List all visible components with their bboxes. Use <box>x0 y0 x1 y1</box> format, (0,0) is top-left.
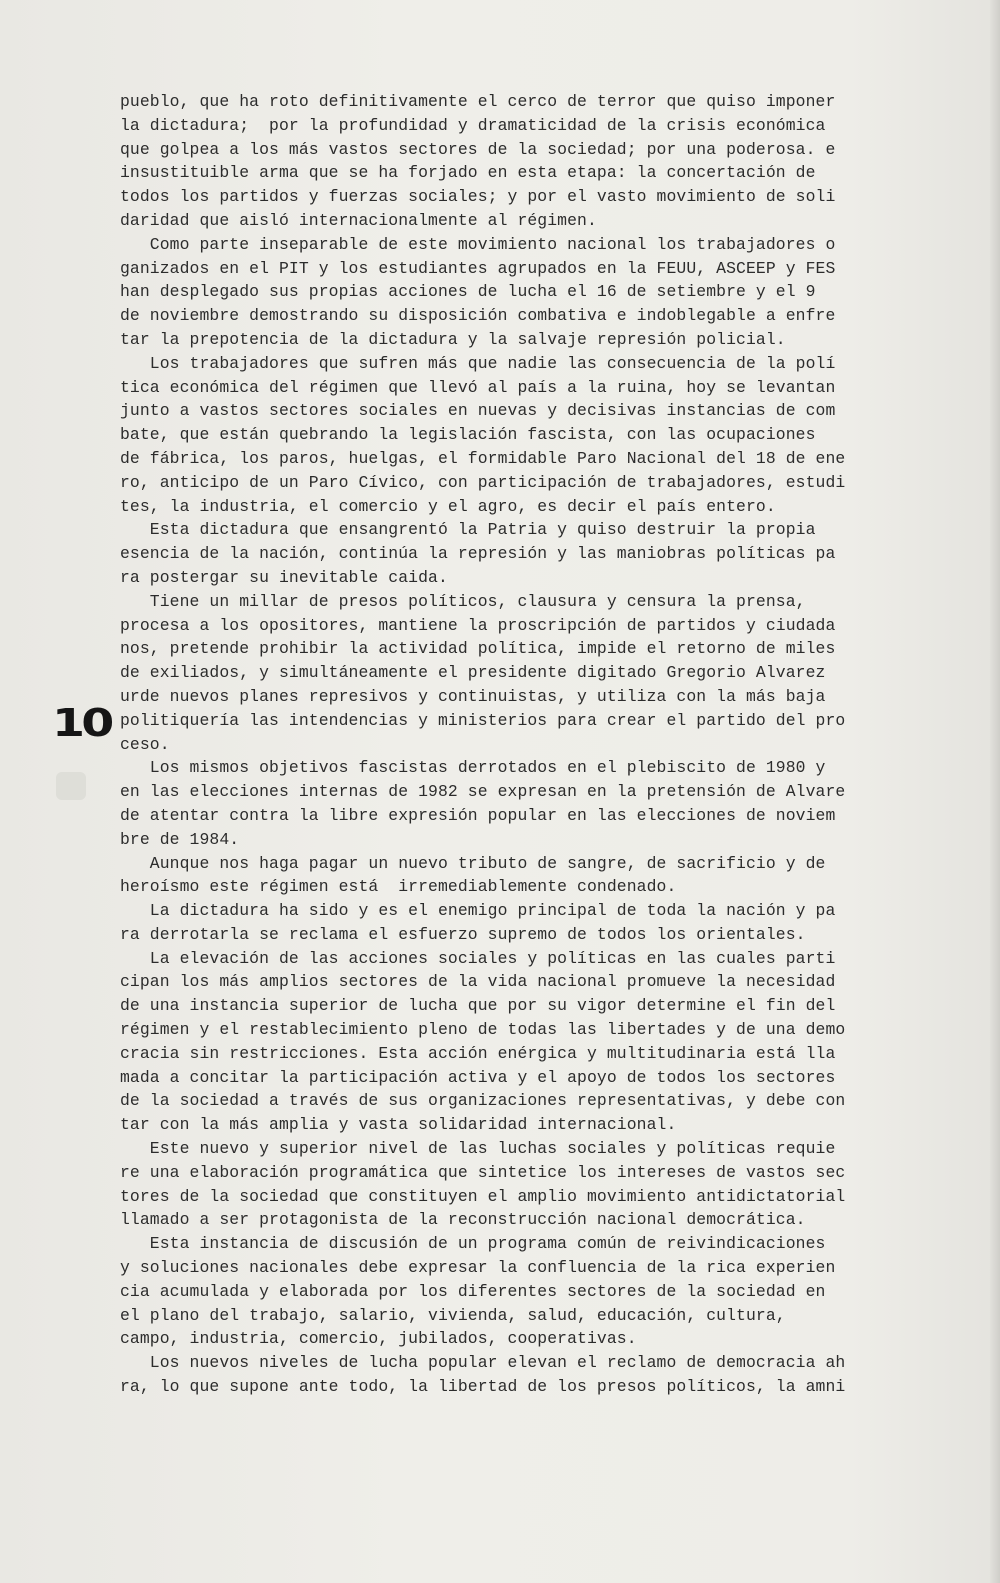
text-line: Los mismos objetivos fascistas derrotados en el plebiscito de 1980 y <box>120 758 826 778</box>
text-line: tes, la industria, el comercio y el agro, es decir el país entero. <box>120 496 776 516</box>
text-line: bate, que están quebrando la legislación fascista, con las ocupaciones <box>120 425 816 445</box>
text-line: re una elaboración programática que sintetice los intereses de vastos sec <box>120 1162 846 1182</box>
text-line: de exiliados, y simultáneamente el presidente digitado Gregorio Alvarez <box>120 663 826 683</box>
text-line: La dictadura ha sido y es el enemigo principal de toda la nación y pa <box>120 901 836 921</box>
text-line: pueblo, que ha roto definitivamente el cerco de terror que quiso imponer <box>120 92 836 111</box>
body-text <box>120 90 992 1399</box>
text-line: procesa a los opositores, mantiene la proscripción de partidos y ciudada <box>120 615 836 635</box>
text-line: mada a concitar la participación activa y el apoyo de todos los sectores <box>120 1067 836 1087</box>
text-line: de noviembre demostrando su disposición combativa e indoblegable a enfre <box>120 306 836 326</box>
text-line: tica económica del régimen que llevó al país a la ruina, hoy se levantan <box>120 377 836 397</box>
text-line: La elevación de las acciones sociales y políticas en las cuales parti <box>120 948 836 968</box>
text-line: ceso. <box>120 734 170 754</box>
text-line: Como parte inseparable de este movimiento nacional los trabajadores o <box>120 234 836 254</box>
text-line: ganizados en el PIT y los estudiantes agrupados en la FEUU, ASCEEP y FES <box>120 258 836 278</box>
text-line: politiquería las intendencias y ministerios para crear el partido del pro <box>120 710 846 730</box>
text-line: junto a vastos sectores sociales en nuevas y decisivas instancias de com <box>120 401 836 421</box>
text-line: nos, pretende prohibir la actividad política, impide el retorno de miles <box>120 639 836 659</box>
text-line: cracia sin restricciones. Esta acción enérgica y multitudinaria está lla <box>120 1043 836 1063</box>
text-line: de la sociedad a través de sus organizaciones representativas, y debe con <box>120 1091 846 1111</box>
text-line: insustituible arma que se ha forjado en esta etapa: la concertación de <box>120 163 816 183</box>
text-line: la dictadura; por la profundidad y dramaticidad de la crisis económica <box>120 115 826 135</box>
text-line: ra postergar su inevitable caida. <box>120 567 448 587</box>
text-line: esencia de la nación, continúa la represión y las maniobras políticas pa <box>120 544 836 564</box>
text-line: ra derrotarla se reclama el esfuerzo supremo de todos los orientales. <box>120 924 806 944</box>
text-line: en las elecciones internas de 1982 se expresan en la pretensión de Alvare <box>120 782 846 802</box>
text-line: Aunque nos haga pagar un nuevo tributo de sangre, de sacrificio y de <box>120 853 826 873</box>
text-line: cipan los más amplios sectores de la vida nacional promueve la necesidad <box>120 972 836 992</box>
text-line: ro, anticipo de un Paro Cívico, con participación de trabajadores, estudi <box>120 472 846 492</box>
text-line: Tiene un millar de presos políticos, clausura y censura la prensa, <box>120 591 806 611</box>
text-line: Los trabajadores que sufren más que nadie las consecuencia de la polí <box>120 353 836 373</box>
text-line: bre de 1984. <box>120 829 240 849</box>
bleed-through-mark <box>56 772 86 800</box>
text-line: heroísmo este régimen está irremediablemente condenado. <box>120 877 677 897</box>
text-line: Los nuevos niveles de lucha popular elevan el reclamo de democracia ah <box>120 1353 846 1373</box>
text-line: Esta instancia de discusión de un programa común de reivindicaciones <box>120 1234 826 1254</box>
text-line: urde nuevos planes represivos y continuistas, y utiliza con la más baja <box>120 686 826 706</box>
text-line: tores de la sociedad que constituyen el amplio movimiento antidictatorial <box>120 1186 846 1206</box>
text-line: y soluciones nacionales debe expresar la confluencia de la rica experien <box>120 1258 836 1278</box>
text-line: ra, lo que supone ante todo, la libertad de los presos políticos, la amni <box>120 1377 846 1397</box>
text-line: todos los partidos y fuerzas sociales; y por el vasto movimiento de soli <box>120 187 836 207</box>
text-line: tar con la más amplia y vasta solidaridad internacional. <box>120 1115 677 1135</box>
text-line: de una instancia superior de lucha que por su vigor determine el fin del <box>120 996 836 1016</box>
text-line: de fábrica, los paros, huelgas, el formidable Paro Nacional del 18 de ene <box>120 448 846 468</box>
page-number: 10 <box>52 701 111 745</box>
text-line: Esta dictadura que ensangrentó la Patria y quiso destruir la propia <box>120 520 816 540</box>
text-line: régimen y el restablecimiento pleno de todas las libertades y de una demo <box>120 1020 846 1040</box>
text-line: tar la prepotencia de la dictadura y la salvaje represión policial. <box>120 329 786 349</box>
text-line: el plano del trabajo, salario, vivienda, salud, educación, cultura, <box>120 1305 786 1325</box>
text-line: Este nuevo y superior nivel de las luchas sociales y políticas requie <box>120 1139 836 1159</box>
text-line: daridad que aisló internacionalmente al régimen. <box>120 210 597 230</box>
text-line: de atentar contra la libre expresión popular en las elecciones de noviem <box>120 805 836 825</box>
text-line: llamado a ser protagonista de la reconstrucción nacional democrática. <box>120 1210 806 1230</box>
text-line: campo, industria, comercio, jubilados, cooperativas. <box>120 1329 637 1349</box>
text-line: cia acumulada y elaborada por los diferentes sectores de la sociedad en <box>120 1281 826 1301</box>
text-line: que golpea a los más vastos sectores de la sociedad; por una poderosa. e <box>120 139 836 159</box>
text-line: han desplegado sus propias acciones de lucha el 16 de setiembre y el 9 <box>120 282 816 302</box>
